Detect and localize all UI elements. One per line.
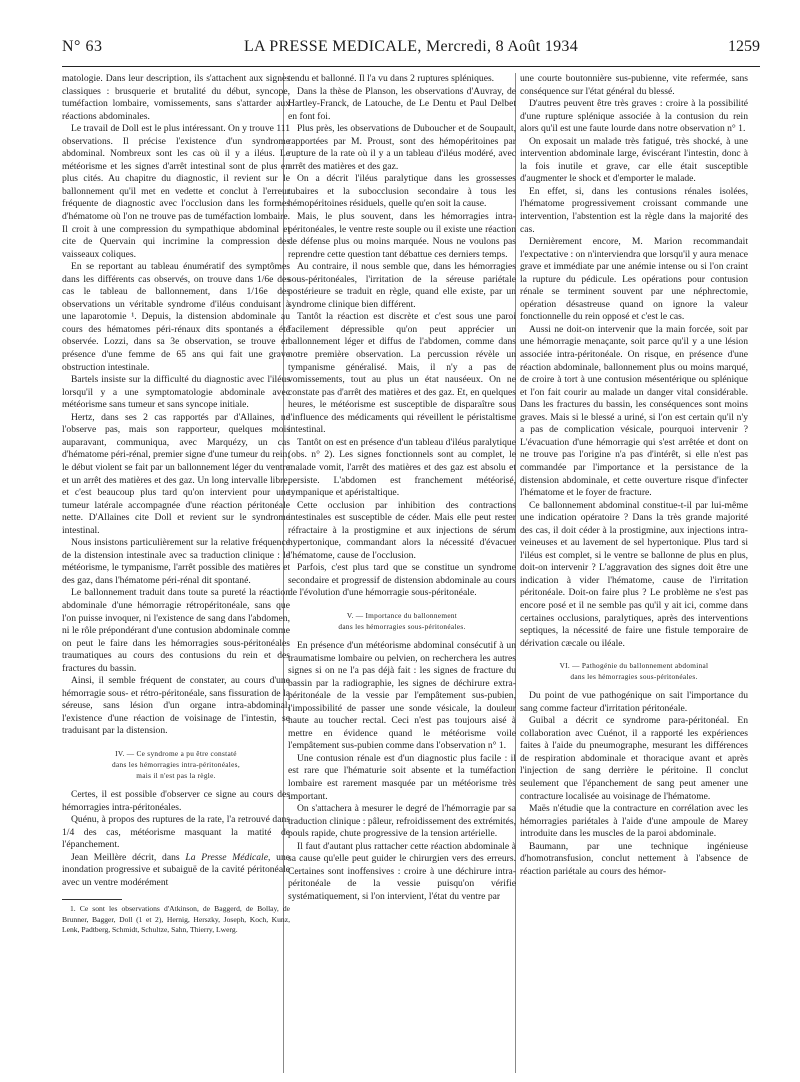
section-heading	[520, 660, 748, 682]
paragraph: En effet, si, dans les contusions rénales isolées, l'hématome progressivement croissant commande une intervention, l'abstention est la règle dans la majorité des cas.	[520, 185, 748, 235]
paragraph: Aussi ne doit-on intervenir que la main forcée, soit par une hémorragie menaçante, soit parce qu'il y a une lésion associée intra-péritonéale. On risque, en présence d'une réaction abdominale, ballonnement plus ou moins marqué, de croire à tort à une contusion mésentérique ou splénique et l'on fait courir au malade un danger vital considérable. Dans les fractures du bassin, les conséquences sont moins graves. Mais si le blessé a uriné, si l'on est certain qu'il n'y a pas de complication vésicale, pourquoi intervenir ? L'évacuation d'une hémorragie qui s'est arrêtée et dont on ne trouve pas l'origine n'a pas d'intérêt, si elle n'est pas commandée par l'importance et la persistance de la distension abdominale, et cette ouverture risque d'infecter l'hématome et le foyer de fracture.	[520, 323, 748, 499]
column-1	[62, 73, 290, 935]
journal-title: LA PRESSE MEDICALE, Mercredi, 8 Août 1934	[243, 38, 579, 55]
paragraph: Dernièrement encore, M. Marion recommandait l'expectative : on n'interviendra que lorsqu'il y aura menace grave et immédiate par une anémie intense ou si l'on craint la rupture du pédicule. Les opérations pour contusion rénale se terminent souvent par une néphrectomie, opération désastreuse quand on ignore la valeur fonctionnelle du rein opposé et c'est le cas.	[520, 236, 748, 323]
section-heading-line: mais il n'est pas la règle.	[136, 770, 216, 780]
section-heading-line: dans les hémorragies intra-péritonéales,	[112, 759, 240, 769]
paragraph: Guibal a décrit ce syndrome para-péritonéal. En collaboration avec Cuénot, il a rapporté les expériences faites à l'aide du pneumographe, mesurant les différences de respiration abdominale et thoracique avant et après l'injection de sang derrière le péritoine. Il conclut seulement que l'épanchement de sang peut amener une contracture localisée au voisinage de l'hématome.	[520, 715, 748, 802]
paragraph: On exposait un malade très fatigué, très shocké, à une intervention abdominale large, éviscérant l'intestin, donc à la fois inutile et grave, car elle était susceptible d'augmenter le shock et d'emporter le malade.	[520, 135, 748, 185]
paragraph: Tantôt on est en présence d'un tableau d'iléus paralytique (obs. n° 2). Les signes fonctionnels sont au complet, le malade vomit, l'arrêt des matières et des gaz est absolu et persiste. L'abdomen est franchement météorisé, tympanique et apéristaltique.	[288, 436, 516, 499]
paragraph: Il faut d'autant plus rattacher cette réaction abdominale à sa cause qu'elle peut guider le chirurgien vers des erreurs. Certaines sont inoffensives : croire à une déchirure intra-péritonéale de la vessie puisqu'on vérifie systématiquement, si l'on intervient, l'état du ventre par	[288, 840, 516, 902]
paragraph: En se reportant au tableau énumératif des symptômes dans les différents cas observés, on trouve dans 1/6e des cas le tableau de ballonnement, dans 1/16e des observations un véritable syndrome d'iléus conduisant à une laparotomie ¹. Depuis, la distension abdominale au cours des hématomes péri-rénaux dits spontanés a été observée. Lozzi, dans sa 3e observation, se trouve en présence d'une femme de 65 ans qui fait une grave obstruction intestinale.	[62, 261, 290, 373]
paragraph: Le ballonnement traduit dans toute sa pureté la réaction abdominale d'une hémorragie rétropéritonéale, sans que l'on puisse invoquer, ni l'existence de sang dans l'abdomen, ni le rôle prépondérant d'une contusion abdominale comme on peut le faire dans les hémorragies sous-péritonéales traumatiques au cours des contusions du rein et des fractures du bassin.	[62, 587, 290, 674]
section-heading-line: VI. — Pathogénie du ballonnement abdominal	[559, 661, 709, 671]
paragraph: Plus près, les observations de Duboucher et de Soupault, rapportées par M. Proust, sont des hémopéritoines par rupture de la rate où il y a un tableau d'iléus modéré, avec arrêt des matières et des gaz.	[288, 123, 516, 172]
paragraph: Au contraire, il nous semble que, dans les hémorragies sous-péritonéales, l'irritation de la séreuse pariétale postérieure se traduit en règle, quand elle existe, par un syndrome clinique bien différent.	[288, 261, 516, 310]
paragraph: Baumann, par une technique ingénieuse d'homotransfusion, conclut nettement à l'absence de réaction pariétale au cours des hémor-	[520, 840, 748, 877]
paragraph: D'autres peuvent être très graves : croire à la possibilité d'une rupture splénique associée à la contusion du rein alors qu'il est une faute lourde dans notre observation n° 1.	[520, 98, 748, 135]
paragraph: Nous insistons particulièrement sur la relative fréquence de la distension intestinale avec sa traduction clinique : le météorisme, le tympanisme, l'arrêt possible des matières et des gaz, dans l'hématome péri-rénal dit spontané.	[62, 537, 290, 586]
section-heading-line: IV. — Ce syndrome a pu être constaté	[115, 748, 237, 758]
paragraph: Mais, le plus souvent, dans les hémorragies intra-péritonéales, le ventre reste souple ou il existe une réaction de défense plus ou moins marquée. Nous ne voulons pas reprendre cette question tant débattue ces derniers temps.	[288, 211, 516, 260]
paragraph	[62, 852, 290, 890]
header-rule	[62, 66, 760, 67]
text-run: Jean Meillère décrit, dans	[71, 851, 186, 863]
paragraph: Parfois, c'est plus tard que se constitue un syndrome secondaire et progressif de distension abdominale au cours de l'évolution d'une hémorragie sous-péritonéale.	[288, 562, 516, 599]
paragraph: Bartels insiste sur la difficulté du diagnostic avec l'iléus lorsqu'il y a une symptomatologie abdominale avec météorisme sans tumeur et sans syncope initiale.	[62, 374, 290, 411]
paragraph: Dans la thèse de Planson, les observations d'Auvray, de Hartley-Franck, de Latouche, de Le Dentu et Paul Delbet en font foi.	[288, 85, 516, 122]
column-2	[288, 73, 516, 903]
paragraph: tendu et ballonné. Il l'a vu dans 2 ruptures spléniques.	[288, 73, 495, 84]
paragraph: Cette occlusion par inhibition des contractions intestinales est susceptible de céder. Mais elle peut rester réfractaire à la prostigmine et aux injections de sérum hypertonique, commandant alors la nécessité d'évacuer l'hématome, cause de l'occlusion.	[288, 499, 516, 561]
paragraph: Ainsi, il semble fréquent de constater, au cours d'une hémorragie sous- et rétro-péritonéale, sans fissuration de la séreuse, sans lésion d'un organe intra-abdominal, l'existence d'une réaction de voisinage de l'intestin, se traduisant par la distension.	[62, 675, 290, 737]
paragraph: une courte boutonnière sus-pubienne, vite refermée, sans conséquence sur l'état général du blessé.	[520, 73, 748, 97]
text-run: , une inondation progressive et subaiguë de la cavité péritonéale avec un ventre modérément	[62, 851, 290, 888]
paragraph: Hertz, dans ses 2 cas rapportés par d'Allaines, ne l'observe pas, mais son rapporteur, quelques mois auparavant, communiqua, avec Marquézy, un cas d'hématome péri-rénal, premier signe d'une tumeur du rein; le début violent se fait par un ballonnement léger du ventre et un arrêt des matières et des gaz. Un long intervalle libre, et c'est beaucoup plus tard qu'on intervient pour une tumeur latérale accompagnée d'une réaction péritonéale nette. D'Allaines cite Doll et revient sur le syndrome intestinal.	[62, 411, 290, 536]
running-head	[62, 38, 760, 62]
footnote-rule	[62, 899, 122, 900]
section-heading-line: dans les hémorragies sous-péritonéales.	[338, 621, 466, 631]
paragraph: Le travail de Doll est le plus intéressant. On y trouve 111 observations. Il précise l'existence d'un syndrome abdominal. Nombreux sont les cas où il y a iléus. Le météorisme et les signes d'arrêt intestinal sont de plus en plus cités. Au chapitre du diagnostic, il revient sur le ballonnement qu'il met en vedette et conclut à l'erreur fréquente de diagnostic avec l'occlusion dans les formes d'hématome où l'on ne trouve pas de tuméfaction lombaire. Il croit à une compression du sympathique abdominal et cite de Quervain qui incrimine la compression des vaisseaux coliques.	[62, 123, 290, 260]
paragraph: On s'attachera à mesurer le degré de l'hémorragie par sa traduction clinique : pâleur, refroidissement des extrémités, pouls rapide, chute progressive de la tension artérielle.	[288, 803, 516, 840]
paragraph: Quénu, à propos des ruptures de la rate, l'a retrouvé dans 1/4 des cas, météorisme masquant la matité de l'épanchement.	[62, 814, 290, 851]
paragraph: matologie. Dans leur description, ils s'attachent aux signes classiques : brusquerie et brutalité du début, syncope, tuméfaction lombaire, vomissements, sans s'attarder aux réactions abdominales.	[62, 73, 290, 122]
issue-number: N° 63	[62, 38, 103, 55]
paragraph: Une contusion rénale est d'un diagnostic plus facile : il est rare que l'hématurie soit absente et la tuméfaction lombaire est rarement masquée par un météorisme très important.	[288, 752, 516, 802]
section-heading	[288, 610, 516, 632]
section-heading-line: dans les hémorragies sous-péritonéales.	[570, 672, 698, 682]
paragraph: Certes, il est possible d'observer ce signe au cours des hémorragies intra-péritonéales.	[62, 788, 290, 813]
column-3	[520, 73, 748, 878]
paragraph: Tantôt la réaction est discrète et c'est sous une paroi facilement dépressible qu'on peut apprécier un ballonnement léger et diffus de l'abdomen, comme dans notre première observation. La percussion révèle un tympanisme généralisé. Mais, il n'y a pas de vomissements, tout au plus un état nauséeux. On ne constate pas d'arrêt des matières et des gaz. Et, en quelques heures, le météorisme est susceptible de disparaître sous l'influence des médicaments qui réveillent le péristaltisme intestinal.	[288, 311, 516, 436]
paragraph: Du point de vue pathogénique on sait l'importance du sang comme facteur d'irritation péritonéale.	[520, 690, 748, 714]
page-number: 1259	[728, 38, 760, 55]
footnote: 1. Ce sont les observations d'Atkinson, de Baggerd, de Bollay, de Brunner, Bagger, Doll (1 et 2), Hernig, Herszky, Joseph, Koch, Kunz, Lenk, Padtberg, Schmidt, Schultze, Sahn, Thierry, Lwerg.	[62, 904, 290, 934]
paragraph: Ce ballonnement abdominal constitue-t-il par lui-même une indication opératoire ? Dans la très grande majorité des cas, il doit céder à la prostigmine, aux injections intra-veineuses et au lavement de sel hypertonique. Plus tard si l'iléus est complet, si le ventre se ballonne de plus en plus, doit-on intervenir ? L'aggravation des signes doit être une indication à vider l'hématome, cause de l'irritation péritonéale. Doit-on faire plus ? Le problème ne s'est pas encore posé et il ne semble pas qu'il y ait ici, comme dans certaines occlusions, paralytiques, après des interventions septiques, la nécessité de faire une fistule temporaire de dérivation cæcale ou iléale.	[520, 499, 748, 649]
section-heading	[62, 748, 290, 781]
section-heading-line: V. — Importance du ballonnement	[346, 610, 458, 620]
paragraph: On a décrit l'iléus paralytique dans les grossesses tubaires et la subocclusion secondaire à tous les hémopéritoines résiduels, quelle qu'en soit la cause.	[288, 173, 516, 210]
paragraph: En présence d'un météorisme abdominal consécutif à un traumatisme lombaire ou pelvien, on recherchera les autres signes si on ne l'a pas déjà fait : les signes de fracture du bassin par la radiographie, les signes de déchirure extra-péritonéale de la vessie par l'empâtement sus-pubien, l'impossibilité de passer une sonde vésicale, la douleur haute au toucher rectal. Ceci n'est pas toujours aisé à mettre en évidence quand le météorisme voile l'empâtement sus-pubien comme dans l'observation n° 1.	[288, 639, 516, 752]
journal-name: La Presse Médicale	[185, 851, 268, 863]
paragraph: Maës n'étudie que la contracture en corrélation avec les hémorragies pariétales à l'aide d'une ampoule de Marey introduite dans les muscles de la paroi abdominale.	[520, 803, 748, 840]
